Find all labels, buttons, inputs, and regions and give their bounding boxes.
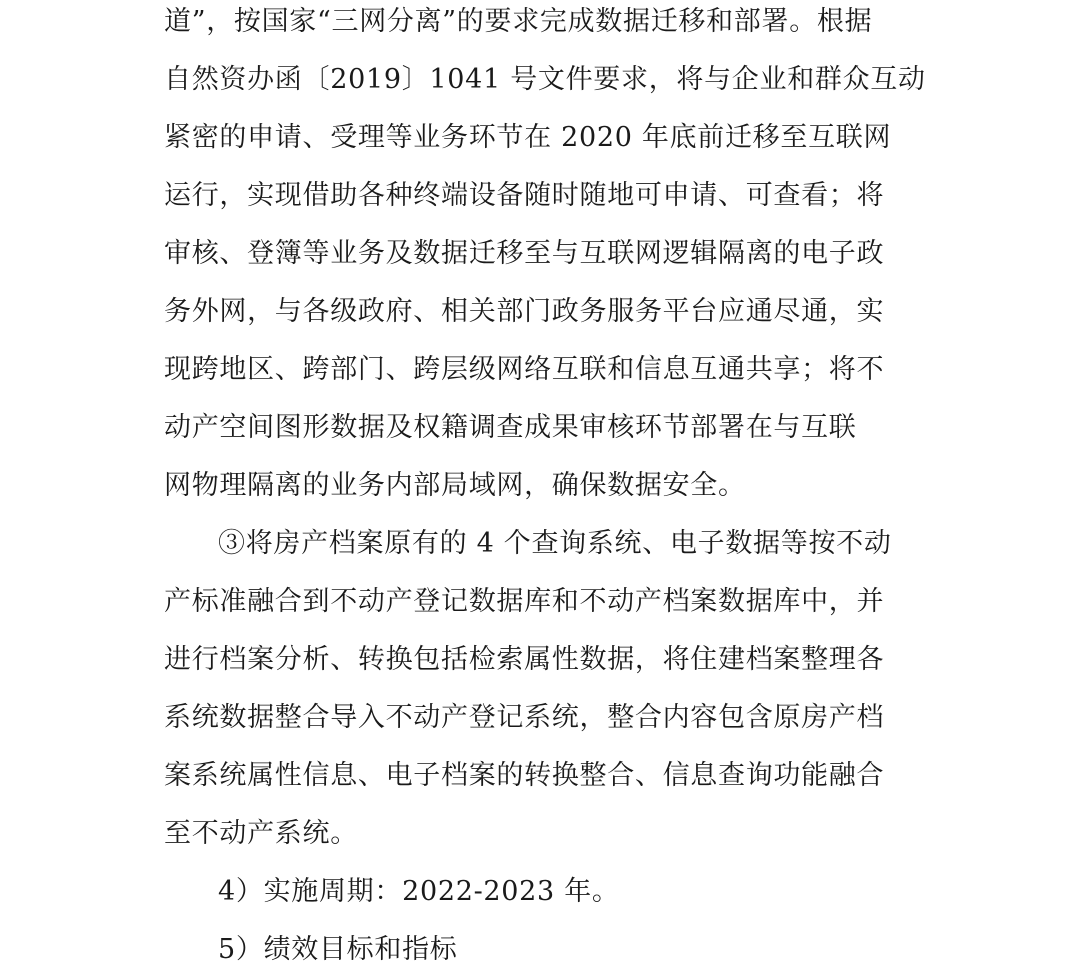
paragraph-line: 审核、登簿等业务及数据迁移至与互联网逻辑隔离的电子政 (164, 238, 885, 269)
paragraph-line: 至不动产系统。 (164, 818, 358, 849)
paragraph-line: 务外网，与各级政府、相关部门政务服务平台应通尽通，实 (164, 296, 885, 327)
section-heading: 5）绩效目标和指标 (218, 934, 458, 965)
paragraph-line: 动产空间图形数据及权籍调查成果审核环节部署在与互联 (164, 412, 857, 443)
paragraph-line: 网物理隔离的业务内部局域网，确保数据安全。 (164, 470, 746, 501)
paragraph-line: 产标准融合到不动产登记数据库和不动产档案数据库中，并 (164, 586, 885, 617)
paragraph-line: 进行档案分析、转换包括检索属性数据，将住建档案整理各 (164, 644, 885, 675)
paragraph-line: 道”，按国家“三网分离”的要求完成数据迁移和部署。根据 (164, 6, 873, 37)
paragraph-line: 系统数据整合导入不动产登记系统，整合内容包含原房产档 (164, 702, 885, 733)
paragraph-line: 紧密的申请、受理等业务环节在 2020 年底前迁移至互联网 (164, 122, 892, 153)
paragraph-line: ③将房产档案原有的 4 个查询系统、电子数据等按不动 (218, 528, 892, 559)
paragraph-line: 自然资办函〔2019〕1041 号文件要求，将与企业和群众互动 (164, 64, 926, 95)
paragraph-line: 现跨地区、跨部门、跨层级网络互联和信息互通共享；将不 (164, 354, 885, 385)
paragraph-line: 案系统属性信息、电子档案的转换整合、信息查询功能融合 (164, 760, 885, 791)
implementation-period: 4）实施周期：2022-2023 年。 (218, 876, 620, 907)
paragraph-line: 运行，实现借助各种终端设备随时随地可申请、可查看；将 (164, 180, 885, 211)
